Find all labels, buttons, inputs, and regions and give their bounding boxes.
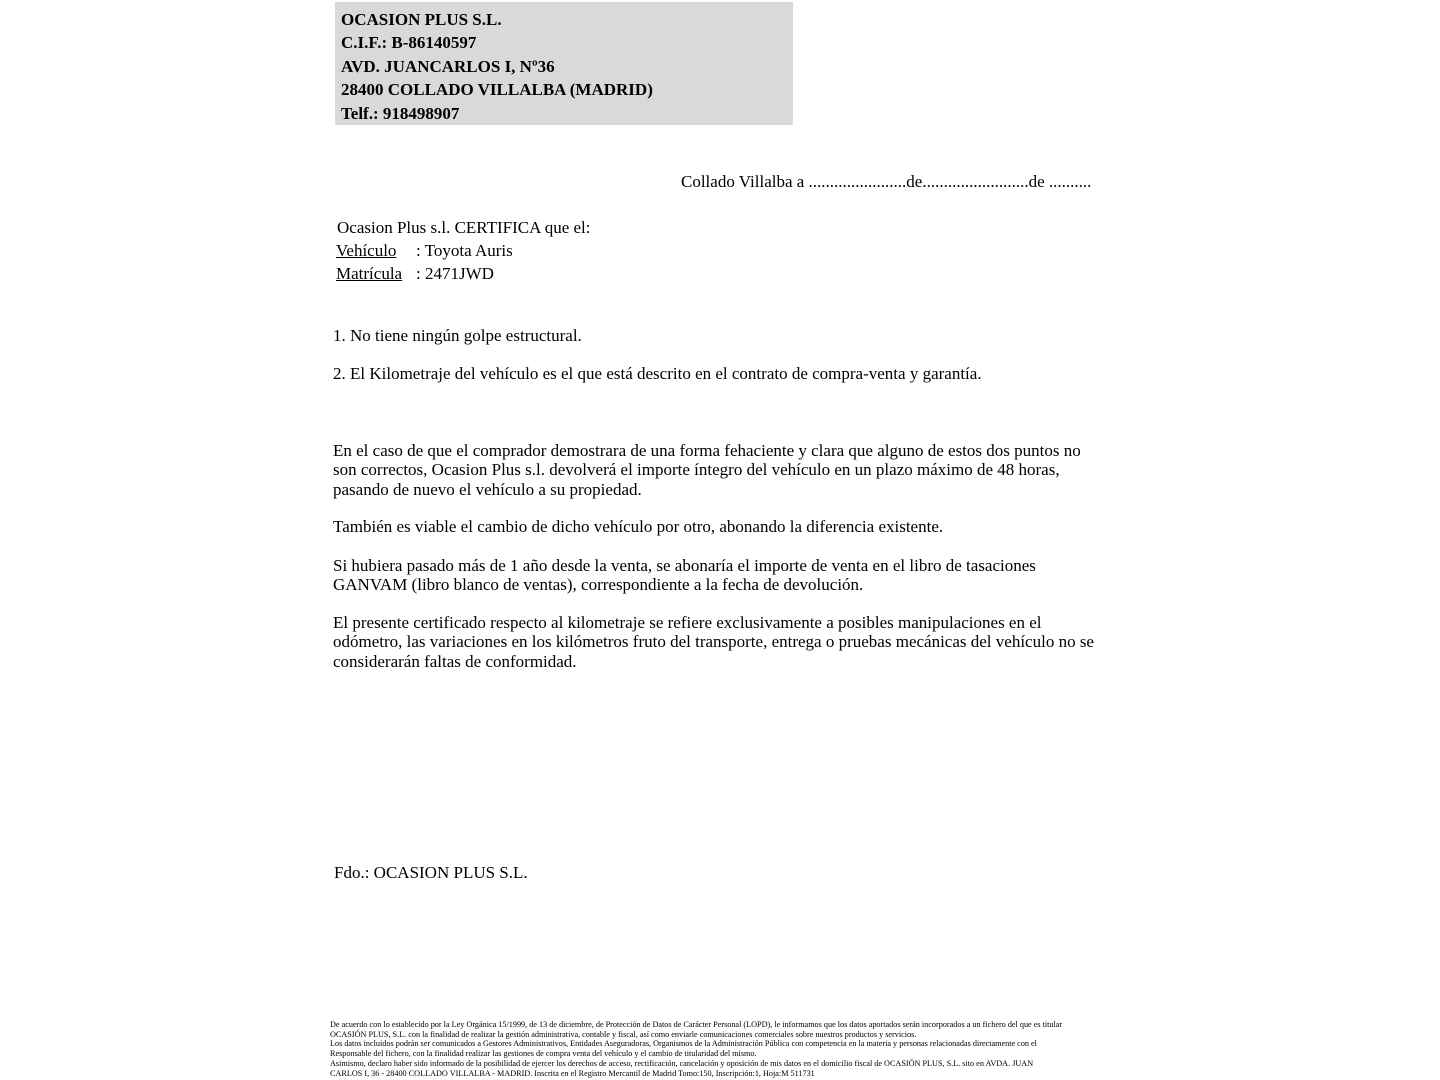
- paragraph-ganvam: Si hubiera pasado más de 1 año desde la venta, se abonaría el importe de venta en el libro de tasaciones GANVAM (libro blanco de ventas), correspondiente a la fecha de devolución.: [333, 556, 1036, 595]
- statement-2: 2. El Kilometraje del vehículo es el que está descrito en el contrato de compra-venta y garantía.: [333, 364, 982, 383]
- legal-line-1: De acuerdo con lo establecido por la Ley Orgánica 15/1999, de 13 de diciembre, de Protección de Datos de Carácter Personal (LOPD), le informamos que los datos aportados serán incorporados a un fichero del que es titular: [330, 1020, 1063, 1029]
- vehicle-row: [336, 241, 513, 261]
- vehicle-value: : Toyota Auris: [416, 241, 513, 260]
- paragraph-exchange: También es viable el cambio de dicho vehículo por otro, abonando la diferencia existente.: [333, 517, 944, 536]
- legal-line-3: Los datos incluidos podrán ser comunicados a Gestores Administrativos, Entidades Aseguradoras, Organismos de la Administración Pública con competencia en la materia y personas relacionadas directamente con el: [330, 1039, 1037, 1049]
- legal-footer: [330, 1020, 1430, 1078]
- company-address: AVD. JUANCARLOS I, Nº36: [341, 56, 555, 76]
- vehicle-label-cell: [336, 241, 416, 261]
- company-cif: C.I.F.: B-86140597: [341, 33, 477, 53]
- legal-line-2: OCASIÓN PLUS, S.L. con la finalidad de realizar la gestión administrativa, contable y fiscal, así como enviarle comunicaciones comerciales sobre nuestros productos y servicios.: [330, 1029, 917, 1039]
- paragraph-odometer: El presente certificado respecto al kilometraje se refiere exclusivamente a posibles manipulaciones en el odómetro, las variaciones en los kilómetros fruto del transporte, entrega o pruebas mecánicas del vehículo no se considerarán faltas de conformidad.: [333, 613, 1094, 671]
- legal-line-5: Asimismo, declaro haber sido informado de la posibilidad de ejercer los derechos de acceso, rectificación, cancelación y oposición de mis datos en el domicilio fiscal de OCASIÓN PLUS, S.L. sito en AVDA. JUAN: [330, 1058, 1034, 1068]
- company-header-box: [335, 2, 793, 125]
- plate-label-cell: [336, 264, 416, 284]
- signature-line: Fdo.: OCASION PLUS S.L.: [334, 863, 528, 882]
- date-line: Collado Villalba a .......................de.........................de ..........: [681, 172, 1092, 191]
- plate-label: Matrícula: [336, 264, 403, 283]
- plate-row: [336, 264, 494, 284]
- plate-value: : 2471JWD: [416, 264, 494, 283]
- company-name: OCASION PLUS S.L.: [341, 10, 502, 29]
- legal-line-4: Responsable del fichero, con la finalidad realizar las gestiones de compra venta del vehículo y el cambio de titularidad del mismo.: [330, 1049, 757, 1059]
- legal-line-6: CARLOS I, 36 - 28400 COLLADO VILLALBA - MADRID. Inscrita en el Registro Mercantil de Madrid Tomo:150, Inscripción:1, Hoja:M 511731: [330, 1068, 815, 1078]
- statement-1: 1. No tiene ningún golpe estructural.: [333, 326, 582, 345]
- certification-intro: Ocasion Plus s.l. CERTIFICA que el:: [337, 218, 591, 237]
- vehicle-label: Vehículo: [336, 241, 397, 260]
- company-city: 28400 COLLADO VILLALBA (MADRID): [341, 80, 653, 100]
- paragraph-refund: En el caso de que el comprador demostrara de una forma fehaciente y clara que alguno de estos dos puntos no son correctos, Ocasion Plus s.l. devolverá el importe íntegro del vehículo en un plazo máximo de 48 horas, pasando de nuevo el vehículo a su propiedad.: [333, 441, 1081, 499]
- company-phone: Telf.: 918498907: [341, 103, 460, 123]
